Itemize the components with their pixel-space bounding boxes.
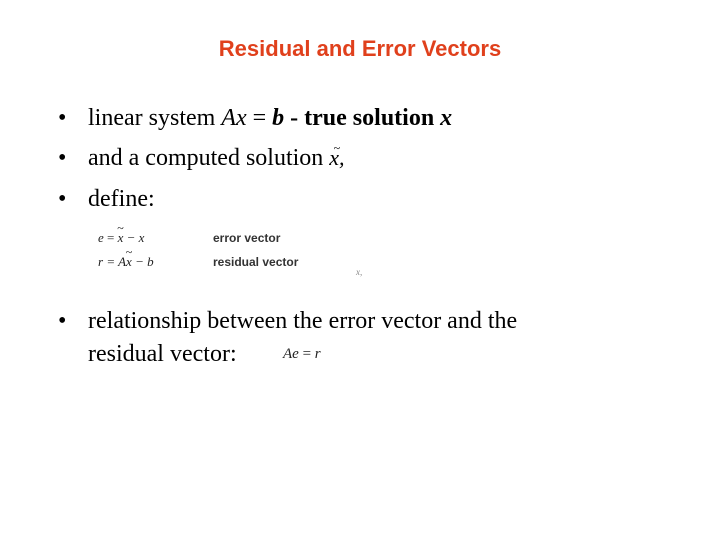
bullet-marker: • — [58, 105, 67, 131]
relation-eq: = — [298, 346, 315, 362]
formula-x-tilde: ~ x — [118, 230, 124, 246]
formula-rest: − x — [123, 230, 145, 245]
relation-formula — [283, 346, 321, 362]
bullet-text: and a computed solution — [88, 145, 324, 171]
bullet-text: residual vector: — [88, 341, 237, 367]
bullet-linear-system — [58, 104, 452, 132]
formula-eq: = — [107, 230, 118, 245]
symbol-Ax: Ax — [221, 105, 247, 131]
bullet-text-mid: - true solution — [284, 105, 441, 131]
error-vector-label-wrap — [213, 230, 280, 246]
bullet-text: linear system — [88, 105, 222, 131]
symbol-x-tilde: ~ x, — [329, 144, 344, 172]
bullet-marker: • — [58, 308, 67, 334]
bullet-computed-solution — [58, 144, 345, 172]
bullet-relationship — [58, 307, 517, 335]
bullet-define — [58, 185, 155, 213]
residual-vector-label-wrap — [213, 254, 298, 270]
residual-vector-label: residual vector — [213, 255, 299, 269]
error-vector-label: error vector — [213, 231, 281, 245]
residual-vector-definition — [98, 254, 154, 270]
bullet-text: define: — [88, 186, 155, 212]
formula-x-tilde: ~ x — [126, 254, 132, 270]
stray-x-symbol — [356, 264, 362, 280]
error-vector-definition — [98, 230, 144, 246]
stray-symbol-text: x, — [356, 267, 363, 277]
relation-rhs: r — [314, 346, 321, 362]
bullet-marker: • — [58, 145, 67, 171]
bullet-relationship-continued — [88, 340, 237, 368]
bullet-marker: • — [58, 186, 67, 212]
formula-eq: = A — [106, 254, 127, 269]
symbol-b: b — [272, 105, 285, 131]
formula-rest: − b — [131, 254, 154, 269]
symbol-x: x — [440, 105, 453, 131]
bullet-text: relationship between the error vector and the — [88, 308, 518, 334]
formula-lhs: r — [98, 254, 104, 269]
slide-title: Residual and Error Vectors — [218, 36, 502, 61]
relation-lhs: Ae — [283, 346, 299, 362]
formula-lhs: e — [98, 230, 104, 245]
equals-sign: = — [246, 105, 273, 131]
